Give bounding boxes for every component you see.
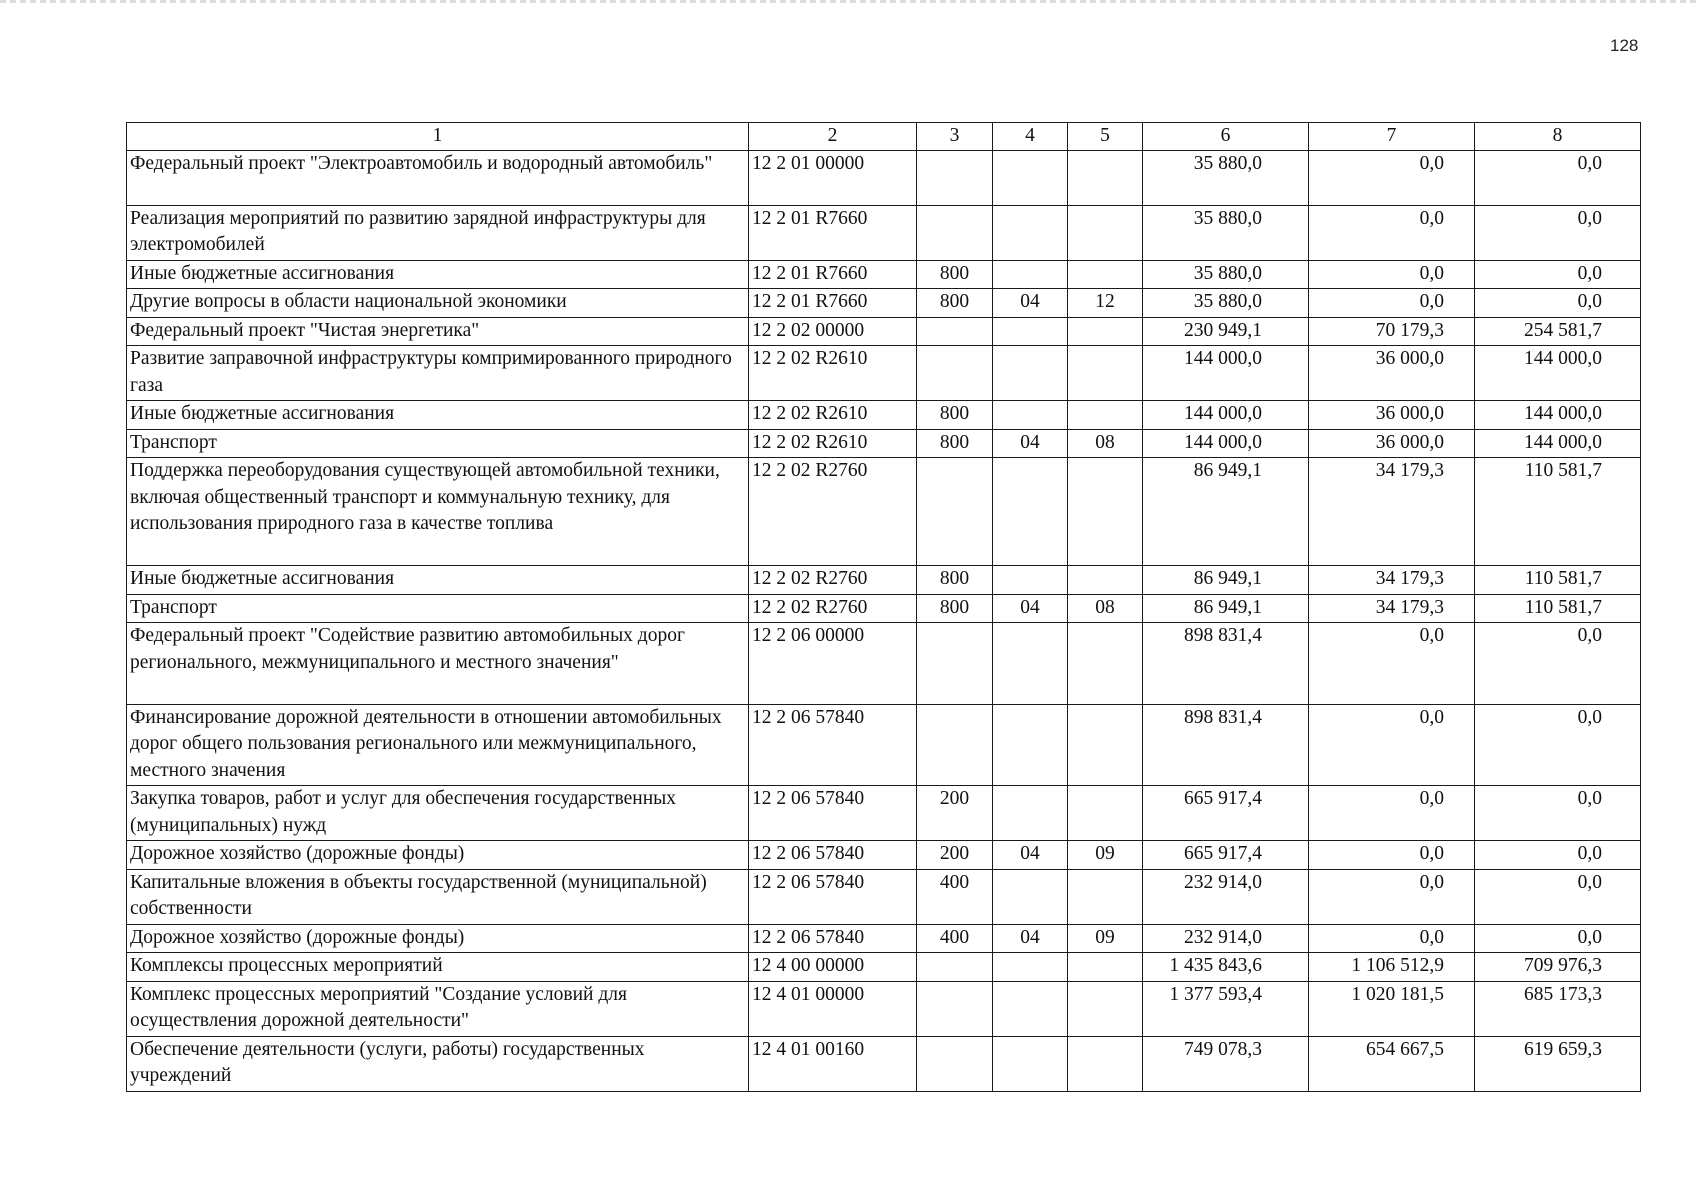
row-section [993, 317, 1068, 346]
row-code: 12 2 01 R7660 [749, 205, 917, 260]
row-amount-col8: 144 000,0 [1475, 429, 1641, 458]
row-amount-col8: 0,0 [1475, 260, 1641, 289]
table-row [127, 704, 1641, 786]
row-amount-col8: 619 659,3 [1475, 1036, 1641, 1091]
row-amount-col7: 1 020 181,5 [1309, 981, 1475, 1036]
row-expense-type: 800 [917, 594, 993, 623]
row-expense-type: 800 [917, 260, 993, 289]
header-col-8: 8 [1475, 123, 1641, 151]
table-row [127, 346, 1641, 401]
row-code: 12 2 06 57840 [749, 704, 917, 786]
scan-edge [0, 0, 1697, 3]
row-amount-col6: 144 000,0 [1143, 429, 1309, 458]
row-subsection: 09 [1068, 841, 1143, 870]
row-amount-col7: 0,0 [1309, 289, 1475, 318]
row-section [993, 260, 1068, 289]
table-row [127, 260, 1641, 289]
row-amount-col7: 34 179,3 [1309, 594, 1475, 623]
row-code: 12 2 02 R2760 [749, 458, 917, 566]
row-subsection [1068, 150, 1143, 205]
header-row [127, 123, 1641, 151]
row-name: Дорожное хозяйство (дорожные фонды) [127, 924, 749, 953]
row-amount-col7: 34 179,3 [1309, 566, 1475, 595]
budget-table [126, 122, 1641, 1092]
row-amount-col7: 70 179,3 [1309, 317, 1475, 346]
row-amount-col8: 0,0 [1475, 786, 1641, 841]
row-section: 04 [993, 289, 1068, 318]
row-name: Комплекс процессных мероприятий "Создание условий для осуществления дорожной деятельности" [127, 981, 749, 1036]
row-expense-type [917, 317, 993, 346]
row-amount-col8: 254 581,7 [1475, 317, 1641, 346]
row-expense-type: 200 [917, 786, 993, 841]
row-section [993, 346, 1068, 401]
row-expense-type [917, 981, 993, 1036]
table-body [127, 150, 1641, 1091]
row-subsection [1068, 566, 1143, 595]
row-amount-col6: 898 831,4 [1143, 704, 1309, 786]
table-row [127, 566, 1641, 595]
row-section [993, 205, 1068, 260]
row-section [993, 623, 1068, 705]
row-expense-type [917, 205, 993, 260]
row-expense-type [917, 623, 993, 705]
row-amount-col7: 0,0 [1309, 704, 1475, 786]
table-row [127, 317, 1641, 346]
row-amount-col6: 232 914,0 [1143, 924, 1309, 953]
table-row [127, 869, 1641, 924]
row-name: Транспорт [127, 594, 749, 623]
header-col-7: 7 [1309, 123, 1475, 151]
row-amount-col8: 110 581,7 [1475, 594, 1641, 623]
row-subsection [1068, 869, 1143, 924]
row-amount-col7: 0,0 [1309, 205, 1475, 260]
row-name: Иные бюджетные ассигнования [127, 566, 749, 595]
row-amount-col6: 35 880,0 [1143, 289, 1309, 318]
row-code: 12 2 02 00000 [749, 317, 917, 346]
row-name: Поддержка переоборудования существующей автомобильной техники, включая общественный транспорт и коммунальную технику, для использования природного газа в качестве топлива [127, 458, 749, 566]
row-name: Транспорт [127, 429, 749, 458]
row-name: Закупка товаров, работ и услуг для обеспечения государственных (муниципальных) нужд [127, 786, 749, 841]
table-row [127, 953, 1641, 982]
row-amount-col7: 34 179,3 [1309, 458, 1475, 566]
header-col-3: 3 [917, 123, 993, 151]
row-amount-col7: 1 106 512,9 [1309, 953, 1475, 982]
row-name: Федеральный проект "Содействие развитию автомобильных дорог регионального, межмуниципального и местного значения" [127, 623, 749, 705]
row-amount-col6: 749 078,3 [1143, 1036, 1309, 1091]
row-expense-type [917, 150, 993, 205]
row-code: 12 2 02 R2760 [749, 566, 917, 595]
row-amount-col8: 0,0 [1475, 205, 1641, 260]
row-name: Иные бюджетные ассигнования [127, 401, 749, 430]
row-section [993, 786, 1068, 841]
row-amount-col7: 0,0 [1309, 150, 1475, 205]
row-subsection: 08 [1068, 429, 1143, 458]
row-expense-type: 200 [917, 841, 993, 870]
row-amount-col6: 35 880,0 [1143, 260, 1309, 289]
row-amount-col6: 86 949,1 [1143, 594, 1309, 623]
row-code: 12 2 06 00000 [749, 623, 917, 705]
row-section [993, 150, 1068, 205]
row-subsection [1068, 346, 1143, 401]
row-name: Капитальные вложения в объекты государственной (муниципальной) собственности [127, 869, 749, 924]
row-subsection [1068, 458, 1143, 566]
row-section: 04 [993, 429, 1068, 458]
row-amount-col7: 0,0 [1309, 924, 1475, 953]
row-code: 12 2 01 R7660 [749, 260, 917, 289]
row-section [993, 401, 1068, 430]
row-amount-col7: 36 000,0 [1309, 346, 1475, 401]
row-amount-col7: 36 000,0 [1309, 401, 1475, 430]
row-name: Реализация мероприятий по развитию зарядной инфраструктуры для электромобилей [127, 205, 749, 260]
row-name: Комплексы процессных мероприятий [127, 953, 749, 982]
row-section [993, 458, 1068, 566]
row-subsection [1068, 953, 1143, 982]
row-code: 12 4 01 00160 [749, 1036, 917, 1091]
row-name: Финансирование дорожной деятельности в отношении автомобильных дорог общего пользования регионального или межмуниципального, местного значения [127, 704, 749, 786]
row-amount-col8: 0,0 [1475, 924, 1641, 953]
row-section [993, 1036, 1068, 1091]
row-amount-col6: 144 000,0 [1143, 346, 1309, 401]
row-expense-type [917, 704, 993, 786]
row-amount-col8: 0,0 [1475, 704, 1641, 786]
row-amount-col7: 0,0 [1309, 623, 1475, 705]
row-name: Другие вопросы в области национальной экономики [127, 289, 749, 318]
row-expense-type [917, 346, 993, 401]
row-amount-col8: 144 000,0 [1475, 346, 1641, 401]
row-amount-col6: 144 000,0 [1143, 401, 1309, 430]
header-col-2: 2 [749, 123, 917, 151]
row-amount-col7: 0,0 [1309, 260, 1475, 289]
table-row [127, 150, 1641, 205]
row-section [993, 869, 1068, 924]
row-amount-col7: 0,0 [1309, 786, 1475, 841]
row-subsection: 12 [1068, 289, 1143, 318]
row-section [993, 704, 1068, 786]
row-subsection [1068, 623, 1143, 705]
row-expense-type [917, 458, 993, 566]
header-col-5: 5 [1068, 123, 1143, 151]
row-amount-col8: 0,0 [1475, 841, 1641, 870]
row-section [993, 981, 1068, 1036]
row-code: 12 2 02 R2610 [749, 401, 917, 430]
row-subsection [1068, 981, 1143, 1036]
table-row [127, 289, 1641, 318]
row-section: 04 [993, 594, 1068, 623]
table-row [127, 841, 1641, 870]
row-code: 12 4 01 00000 [749, 981, 917, 1036]
row-name: Дорожное хозяйство (дорожные фонды) [127, 841, 749, 870]
row-expense-type: 800 [917, 429, 993, 458]
table-row [127, 1036, 1641, 1091]
row-subsection [1068, 260, 1143, 289]
row-amount-col7: 36 000,0 [1309, 429, 1475, 458]
row-expense-type [917, 953, 993, 982]
page-number: 128 [1610, 36, 1639, 55]
row-amount-col6: 665 917,4 [1143, 841, 1309, 870]
table-row [127, 594, 1641, 623]
table-row [127, 205, 1641, 260]
row-amount-col8: 0,0 [1475, 623, 1641, 705]
row-amount-col8: 144 000,0 [1475, 401, 1641, 430]
row-section: 04 [993, 841, 1068, 870]
row-amount-col6: 898 831,4 [1143, 623, 1309, 705]
row-amount-col7: 654 667,5 [1309, 1036, 1475, 1091]
row-name: Обеспечение деятельности (услуги, работы) государственных учреждений [127, 1036, 749, 1091]
row-name: Иные бюджетные ассигнования [127, 260, 749, 289]
row-subsection [1068, 401, 1143, 430]
header-col-1: 1 [127, 123, 749, 151]
row-expense-type: 800 [917, 401, 993, 430]
table-row [127, 458, 1641, 566]
row-amount-col8: 0,0 [1475, 869, 1641, 924]
row-name: Развитие заправочной инфраструктуры компримированного природного газа [127, 346, 749, 401]
row-amount-col8: 110 581,7 [1475, 458, 1641, 566]
row-subsection [1068, 1036, 1143, 1091]
header-col-4: 4 [993, 123, 1068, 151]
row-expense-type: 400 [917, 869, 993, 924]
row-subsection [1068, 786, 1143, 841]
row-code: 12 2 06 57840 [749, 869, 917, 924]
row-amount-col8: 685 173,3 [1475, 981, 1641, 1036]
row-amount-col7: 0,0 [1309, 869, 1475, 924]
row-amount-col6: 230 949,1 [1143, 317, 1309, 346]
row-subsection [1068, 205, 1143, 260]
table-row [127, 623, 1641, 705]
row-subsection: 09 [1068, 924, 1143, 953]
row-code: 12 2 06 57840 [749, 786, 917, 841]
row-name: Федеральный проект "Чистая энергетика" [127, 317, 749, 346]
row-amount-col8: 0,0 [1475, 150, 1641, 205]
row-amount-col7: 0,0 [1309, 841, 1475, 870]
row-amount-col6: 1 435 843,6 [1143, 953, 1309, 982]
row-code: 12 2 02 R2610 [749, 429, 917, 458]
row-subsection: 08 [1068, 594, 1143, 623]
table-row [127, 401, 1641, 430]
row-code: 12 4 00 00000 [749, 953, 917, 982]
row-code: 12 2 06 57840 [749, 924, 917, 953]
row-subsection [1068, 704, 1143, 786]
header-col-6: 6 [1143, 123, 1309, 151]
row-section [993, 566, 1068, 595]
row-expense-type [917, 1036, 993, 1091]
table-row [127, 429, 1641, 458]
row-amount-col6: 86 949,1 [1143, 566, 1309, 595]
row-expense-type: 400 [917, 924, 993, 953]
row-name: Федеральный проект "Электроавтомобиль и водородный автомобиль" [127, 150, 749, 205]
row-amount-col6: 86 949,1 [1143, 458, 1309, 566]
row-section: 04 [993, 924, 1068, 953]
row-section [993, 953, 1068, 982]
row-expense-type: 800 [917, 566, 993, 595]
row-subsection [1068, 317, 1143, 346]
row-code: 12 2 01 R7660 [749, 289, 917, 318]
row-amount-col6: 232 914,0 [1143, 869, 1309, 924]
table-row [127, 786, 1641, 841]
row-amount-col6: 35 880,0 [1143, 205, 1309, 260]
row-amount-col6: 1 377 593,4 [1143, 981, 1309, 1036]
table-row [127, 924, 1641, 953]
row-amount-col6: 665 917,4 [1143, 786, 1309, 841]
row-code: 12 2 01 00000 [749, 150, 917, 205]
row-amount-col8: 709 976,3 [1475, 953, 1641, 982]
row-code: 12 2 02 R2760 [749, 594, 917, 623]
table-row [127, 981, 1641, 1036]
row-code: 12 2 02 R2610 [749, 346, 917, 401]
row-expense-type: 800 [917, 289, 993, 318]
row-amount-col8: 110 581,7 [1475, 566, 1641, 595]
row-code: 12 2 06 57840 [749, 841, 917, 870]
row-amount-col6: 35 880,0 [1143, 150, 1309, 205]
row-amount-col8: 0,0 [1475, 289, 1641, 318]
